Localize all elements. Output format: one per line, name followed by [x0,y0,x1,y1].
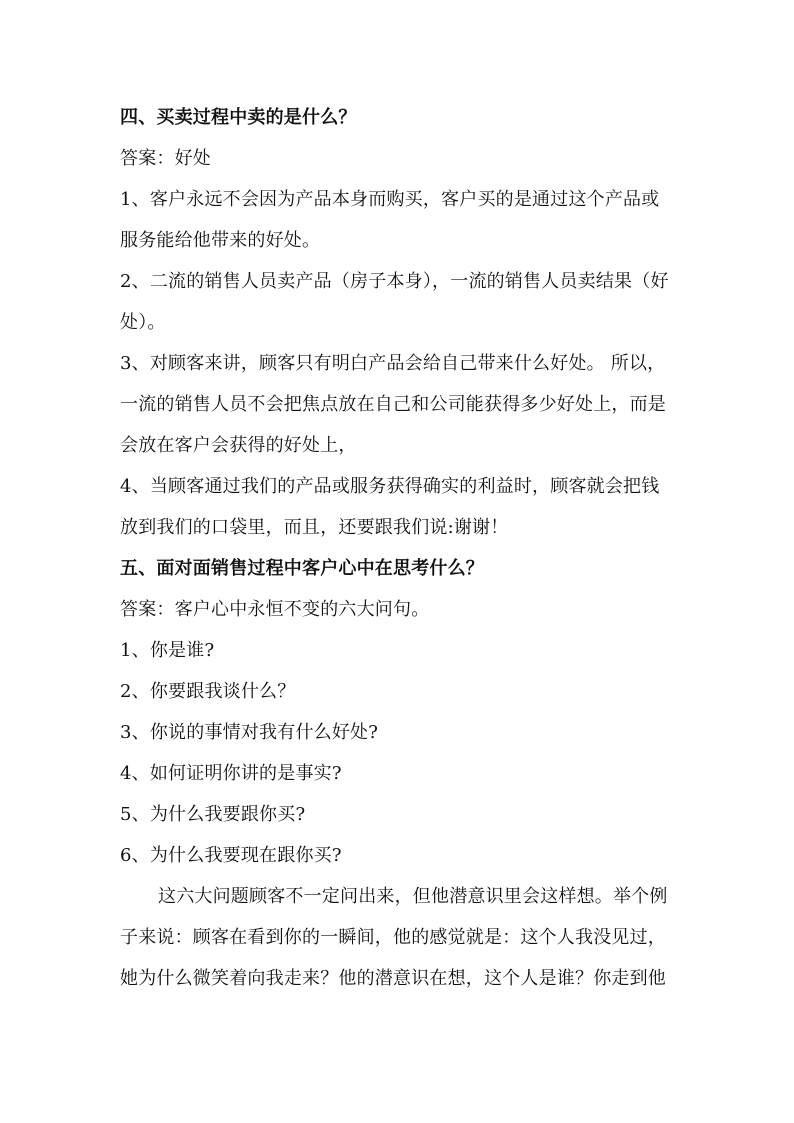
paragraph-line: 她为什么微笑着向我走来？他的潜意识在想，这个人是谁？你走到他 [120,968,666,989]
answer-line: 答案：客户心中永恒不变的六大问句。 [120,599,430,620]
body-line: 3、对顾客来讲，顾客只有明白产品会给自己带来什么好处。 所以， [120,353,666,374]
paragraph-line: 这六大问题顾客不一定问出来，但他潜意识里会这样想。举个例 [158,886,668,907]
question-item: 1、你是谁? [120,640,215,661]
paragraph-line: 子来说：顾客在看到你的一瞬间，他的感觉就是：这个人我没见过， [120,927,666,948]
body-line: 放到我们的口袋里，而且，还要跟我们说:谢谢！ [120,517,509,538]
body-line: 处）。 [120,312,166,333]
question-item: 5、为什么我要跟你买? [120,804,306,825]
body-line: 一流的销售人员不会把焦点放在自己和公司能获得多少好处上，而是 [120,394,666,415]
body-line: 1、客户永远不会因为产品本身而购买，客户买的是通过这个产品或 [120,189,660,210]
body-line: 服务能给他带来的好处。 [120,230,321,251]
question-item: 3、你说的事情对我有什么好处? [120,722,379,743]
body-line: 会放在客户会获得的好处上， [120,435,357,456]
body-line: 4、当顾客通过我们的产品或服务获得确实的利益时，顾客就会把钱 [120,476,660,497]
body-line: 2、二流的销售人员卖产品（房子本身），一流的销售人员卖结果（好 [120,271,669,292]
section-heading-five: 五、面对面销售过程中客户心中在思考什么？ [120,558,484,579]
question-item: 6、为什么我要现在跟你买? [120,845,342,866]
question-item: 4、如何证明你讲的是事实? [120,763,342,784]
answer-line: 答案：好处 [120,148,211,169]
section-heading-four: 四、买卖过程中卖的是什么？ [120,107,357,128]
question-item: 2、你要跟我谈什么？ [120,681,296,702]
